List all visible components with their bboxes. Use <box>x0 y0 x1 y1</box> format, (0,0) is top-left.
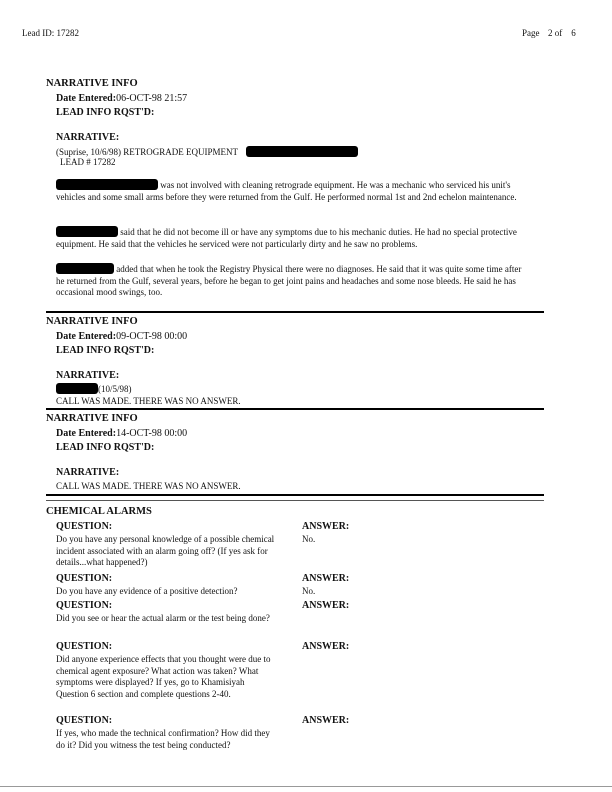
question-text: Did you see or hear the actual alarm or the test being done? <box>56 613 270 623</box>
section1-paragraph3 <box>56 263 528 299</box>
section3-narrative-line1: CALL WAS MADE. THERE WAS NO ANSWER. <box>56 481 241 491</box>
section3-date <box>56 428 187 439</box>
section1-narrative-line2: LEAD # 17282 <box>60 157 116 167</box>
section2-lead-info: LEAD INFO RQST'D: <box>56 345 155 356</box>
question-label: QUESTION: <box>56 521 113 532</box>
section-divider-thin <box>46 500 544 501</box>
question-label: QUESTION: <box>56 641 113 652</box>
question-text: Did anyone experience effects that you thought were due to chemical agent exposure? What action was taken? What symptoms were displayed? If yes, go to Khamisiyah Question 6 section and complete questions 2-40. <box>56 654 271 699</box>
redaction-block <box>56 226 118 237</box>
section1-paragraph2 <box>56 226 528 250</box>
date-value: 06-OCT-98 21:57 <box>116 93 188 104</box>
section3-narrative-label: NARRATIVE: <box>56 467 120 478</box>
page-of: of <box>554 28 563 38</box>
redaction-block <box>56 383 98 394</box>
redaction-block <box>56 179 158 190</box>
narrative-line1-text: (10/5/98) <box>98 384 132 394</box>
question-label: QUESTION: <box>56 573 113 584</box>
answer-label: ANSWER: <box>302 641 350 652</box>
answer-text: No. <box>302 586 316 596</box>
section2-date <box>56 331 187 342</box>
date-value: 14-OCT-98 00:00 <box>116 428 188 439</box>
date-label: Date Entered: <box>56 428 117 439</box>
answer-label: ANSWER: <box>302 715 350 726</box>
section3-lead-info: LEAD INFO RQST'D: <box>56 442 155 453</box>
narrative-line1-text: (Suprise, 10/6/98) RETROGRADE EQUIPMENT <box>56 147 238 157</box>
section1-narrative-label: NARRATIVE: <box>56 132 120 143</box>
section2-narrative-line1 <box>56 383 132 396</box>
page-indicator <box>522 28 576 38</box>
section-divider <box>46 311 544 313</box>
answer-label: ANSWER: <box>302 573 350 584</box>
answer-label: ANSWER: <box>302 521 350 532</box>
date-value: 09-OCT-98 00:00 <box>116 331 188 342</box>
section1-date <box>56 93 187 104</box>
date-label: Date Entered: <box>56 93 117 104</box>
page-number: 2 <box>548 28 553 38</box>
lead-id: Lead ID: 17282 <box>22 28 79 38</box>
section-divider <box>46 408 544 410</box>
paragraph1-text: was not involved with cleaning retrograde equipment. He was a mechanic who serviced his unit's vehicles and some small arms before they were returned from the Gulf. He performed normal 1st and 2nd echelon maintenance. <box>56 180 517 202</box>
section2-title: NARRATIVE INFO <box>46 316 138 327</box>
question-text: Do you have any personal knowledge of a possible chemical incident associated with an alarm going off? (If yes ask for details...what happened?) <box>56 534 275 567</box>
page-total: 6 <box>571 28 576 38</box>
answer-label: ANSWER: <box>302 600 350 611</box>
paragraph2-text: said that he did not become ill or have any symptoms due to his mechanic duties. He had no special protective equipment. He said that the vehicles he serviced were not particularly dirty and he saw no problems. <box>56 227 517 249</box>
date-label: Date Entered: <box>56 331 117 342</box>
bottom-border <box>0 786 612 787</box>
paragraph3-text: added that when he took the Registry Physical there were no diagnoses. He said that it was quite some time after he returned from the Gulf, several years, before he began to get joint pains and headaches and some nose bleeds. He said he has occasional mood swings, too. <box>56 264 522 297</box>
page-label: Page <box>522 28 540 38</box>
section-divider <box>46 494 544 496</box>
section3-title: NARRATIVE INFO <box>46 413 138 424</box>
section1-lead-info: LEAD INFO RQST'D: <box>56 107 155 118</box>
redaction-block <box>56 263 114 274</box>
answer-text: No. <box>302 534 316 544</box>
section2-narrative-line2: CALL WAS MADE. THERE WAS NO ANSWER. <box>56 396 241 406</box>
section1-title: NARRATIVE INFO <box>46 78 138 89</box>
chemical-alarms-title: CHEMICAL ALARMS <box>46 506 152 517</box>
redaction-block <box>246 146 358 157</box>
question-text: If yes, who made the technical confirmation? How did they do it? Did you witness the test being conducted? <box>56 728 270 750</box>
question-label: QUESTION: <box>56 715 113 726</box>
section2-narrative-label: NARRATIVE: <box>56 370 120 381</box>
question-text: Do you have any evidence of a positive detection? <box>56 586 238 596</box>
question-label: QUESTION: <box>56 600 113 611</box>
section1-paragraph1 <box>56 179 528 203</box>
